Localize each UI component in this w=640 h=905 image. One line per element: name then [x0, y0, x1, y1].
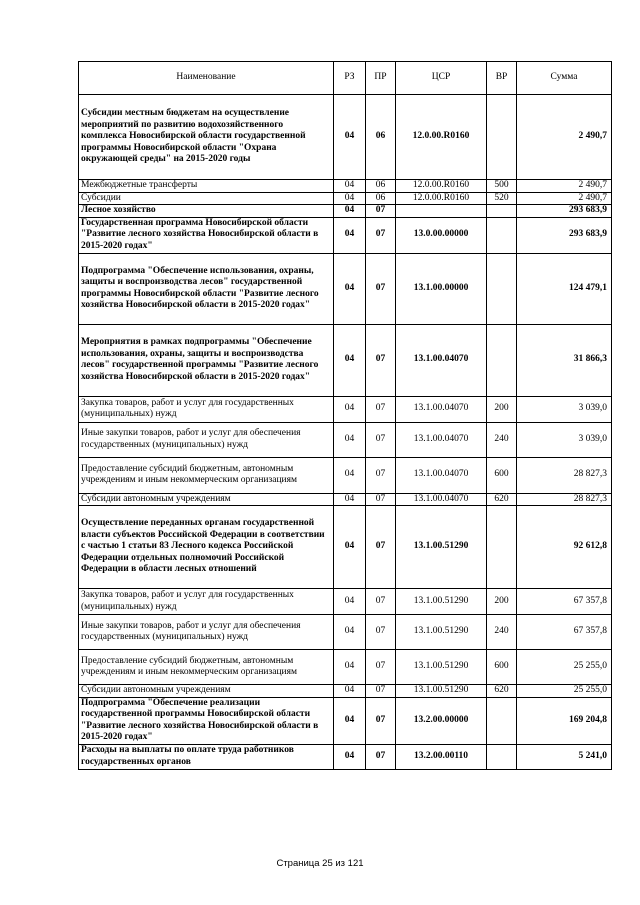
cell-vr: 240 — [487, 422, 517, 457]
cell-pr: 07 — [366, 396, 396, 422]
cell-rz: 04 — [334, 685, 366, 698]
cell-pr: 07 — [366, 685, 396, 698]
cell-sum: 28 827,3 — [517, 457, 612, 493]
cell-csr: 12.0.00.R0160 — [396, 95, 487, 180]
cell-csr: 12.0.00.R0160 — [396, 180, 487, 193]
cell-csr: 12.0.00.R0160 — [396, 192, 487, 205]
table-row — [79, 205, 612, 218]
cell-pr: 07 — [366, 217, 396, 253]
cell-csr: 13.1.00.04070 — [396, 457, 487, 493]
table-row — [79, 180, 612, 193]
cell-vr — [487, 744, 517, 769]
cell-name: Предоставление субсидий бюджетным, автономным учреждениям и иным некоммерческим организациям — [79, 457, 334, 493]
table-row — [79, 589, 612, 615]
cell-name: Мероприятия в рамках подпрограммы "Обеспечение использования, охраны, защиты и воспроизводства лесов" государственной программы "Развитие лесного хозяйства Новосибирской области в 2015-2020 годах" — [79, 324, 334, 396]
cell-name: Закупка товаров, работ и услуг для государственных (муниципальных) нужд — [79, 396, 334, 422]
cell-name: Иные закупки товаров, работ и услуг для обеспечения государственных (муниципальных) нужд — [79, 615, 334, 650]
cell-vr — [487, 506, 517, 589]
table-row — [79, 457, 612, 493]
cell-name: Иные закупки товаров, работ и услуг для обеспечения государственных (муниципальных) нужд — [79, 422, 334, 457]
table-body — [79, 95, 612, 770]
header-pr: ПР — [366, 62, 396, 95]
cell-sum: 67 357,8 — [517, 615, 612, 650]
cell-vr — [487, 205, 517, 218]
table-row — [79, 685, 612, 698]
cell-pr: 06 — [366, 180, 396, 193]
cell-vr — [487, 324, 517, 396]
cell-csr: 13.1.00.51290 — [396, 650, 487, 685]
table-header-row — [79, 62, 612, 95]
cell-csr: 13.1.00.04070 — [396, 493, 487, 506]
cell-rz: 04 — [334, 192, 366, 205]
table-row — [79, 744, 612, 769]
cell-sum: 67 357,8 — [517, 589, 612, 615]
cell-name: Закупка товаров, работ и услуг для государственных (муниципальных) нужд — [79, 589, 334, 615]
cell-vr — [487, 253, 517, 324]
table-row — [79, 95, 612, 180]
cell-name: Межбюджетные трансферты — [79, 180, 334, 193]
cell-name: Субсидии — [79, 192, 334, 205]
cell-sum: 2 490,7 — [517, 95, 612, 180]
cell-csr: 13.1.00.04070 — [396, 422, 487, 457]
budget-table — [78, 61, 612, 770]
cell-name: Подпрограмма "Обеспечение реализации государственной программы Новосибирской области "Развитие лесного хозяйства Новосибирской области в 2015-2020 годах" — [79, 697, 334, 744]
cell-sum: 3 039,0 — [517, 422, 612, 457]
cell-name: Лесное хозяйство — [79, 205, 334, 218]
cell-vr: 620 — [487, 493, 517, 506]
cell-pr: 07 — [366, 506, 396, 589]
cell-name: Субсидии автономным учреждениям — [79, 685, 334, 698]
cell-pr: 07 — [366, 253, 396, 324]
cell-pr: 07 — [366, 744, 396, 769]
cell-csr: 13.0.00.00000 — [396, 217, 487, 253]
table-row — [79, 253, 612, 324]
cell-vr: 500 — [487, 180, 517, 193]
table-row — [79, 615, 612, 650]
cell-vr — [487, 95, 517, 180]
cell-name: Субсидии местным бюджетам на осуществление мероприятий по развитию водохозяйственного комплекса Новосибирской области государственной программы Новосибирской области "Охрана окружающей среды" на 2015-2020 годы — [79, 95, 334, 180]
cell-csr: 13.2.00.00110 — [396, 744, 487, 769]
cell-rz: 04 — [334, 589, 366, 615]
table-row — [79, 506, 612, 589]
cell-csr: 13.1.00.51290 — [396, 506, 487, 589]
cell-name: Государственная программа Новосибирской области "Развитие лесного хозяйства Новосибирской области в 2015-2020 годах" — [79, 217, 334, 253]
cell-sum: 124 479,1 — [517, 253, 612, 324]
cell-pr: 07 — [366, 650, 396, 685]
table-row — [79, 396, 612, 422]
table-row — [79, 697, 612, 744]
header-csr: ЦСР — [396, 62, 487, 95]
cell-sum: 3 039,0 — [517, 396, 612, 422]
cell-sum: 293 683,9 — [517, 205, 612, 218]
cell-sum: 28 827,3 — [517, 493, 612, 506]
cell-rz: 04 — [334, 205, 366, 218]
cell-rz: 04 — [334, 422, 366, 457]
cell-name: Осуществление переданных органам государственной власти субъектов Российской Федерации в соответствии с частью 1 статьи 83 Лесного кодекса Российской Федерации отдельных полномочий Российской Федерации в области лесных отношений — [79, 506, 334, 589]
cell-sum: 25 255,0 — [517, 685, 612, 698]
cell-rz: 04 — [334, 744, 366, 769]
header-vr: ВР — [487, 62, 517, 95]
cell-vr: 200 — [487, 396, 517, 422]
cell-rz: 04 — [334, 95, 366, 180]
cell-name: Субсидии автономным учреждениям — [79, 493, 334, 506]
cell-rz: 04 — [334, 506, 366, 589]
header-rz: РЗ — [334, 62, 366, 95]
table-row — [79, 217, 612, 253]
cell-rz: 04 — [334, 650, 366, 685]
cell-csr: 13.1.00.04070 — [396, 396, 487, 422]
cell-pr: 07 — [366, 493, 396, 506]
cell-csr: 13.1.00.51290 — [396, 685, 487, 698]
cell-pr: 07 — [366, 457, 396, 493]
cell-vr — [487, 697, 517, 744]
header-sum: Сумма — [517, 62, 612, 95]
cell-csr: 13.1.00.51290 — [396, 615, 487, 650]
cell-sum: 169 204,8 — [517, 697, 612, 744]
cell-vr: 240 — [487, 615, 517, 650]
cell-sum: 2 490,7 — [517, 180, 612, 193]
cell-rz: 04 — [334, 324, 366, 396]
cell-rz: 04 — [334, 615, 366, 650]
cell-rz: 04 — [334, 217, 366, 253]
cell-csr — [396, 205, 487, 218]
cell-pr: 07 — [366, 589, 396, 615]
cell-rz: 04 — [334, 396, 366, 422]
cell-pr: 07 — [366, 324, 396, 396]
cell-rz: 04 — [334, 697, 366, 744]
table-row — [79, 192, 612, 205]
cell-csr: 13.1.00.51290 — [396, 589, 487, 615]
table-row — [79, 493, 612, 506]
cell-pr: 07 — [366, 615, 396, 650]
cell-sum: 5 241,0 — [517, 744, 612, 769]
cell-vr: 520 — [487, 192, 517, 205]
cell-pr: 07 — [366, 205, 396, 218]
cell-vr — [487, 217, 517, 253]
cell-vr: 600 — [487, 457, 517, 493]
table-row — [79, 324, 612, 396]
cell-rz: 04 — [334, 457, 366, 493]
header-name: Наименование — [79, 62, 334, 95]
cell-rz: 04 — [334, 253, 366, 324]
cell-sum: 92 612,8 — [517, 506, 612, 589]
cell-rz: 04 — [334, 180, 366, 193]
cell-pr: 06 — [366, 192, 396, 205]
cell-pr: 07 — [366, 422, 396, 457]
cell-csr: 13.1.00.04070 — [396, 324, 487, 396]
cell-sum: 2 490,7 — [517, 192, 612, 205]
cell-sum: 25 255,0 — [517, 650, 612, 685]
cell-sum: 293 683,9 — [517, 217, 612, 253]
cell-pr: 06 — [366, 95, 396, 180]
cell-rz: 04 — [334, 493, 366, 506]
cell-pr: 07 — [366, 697, 396, 744]
page-number: Страница 25 из 121 — [276, 858, 364, 869]
cell-name: Расходы на выплаты по оплате труда работников государственных органов — [79, 744, 334, 769]
table-row — [79, 422, 612, 457]
cell-name: Подпрограмма "Обеспечение использования, охраны, защиты и воспроизводства лесов" государственной программы Новосибирской области "Развитие лесного хозяйства Новосибирской области в 2015-2020 годах" — [79, 253, 334, 324]
cell-name: Предоставление субсидий бюджетным, автономным учреждениям и иным некоммерческим организациям — [79, 650, 334, 685]
cell-sum: 31 866,3 — [517, 324, 612, 396]
cell-vr: 600 — [487, 650, 517, 685]
cell-csr: 13.1.00.00000 — [396, 253, 487, 324]
cell-csr: 13.2.00.00000 — [396, 697, 487, 744]
cell-vr: 620 — [487, 685, 517, 698]
table-row — [79, 650, 612, 685]
cell-vr: 200 — [487, 589, 517, 615]
